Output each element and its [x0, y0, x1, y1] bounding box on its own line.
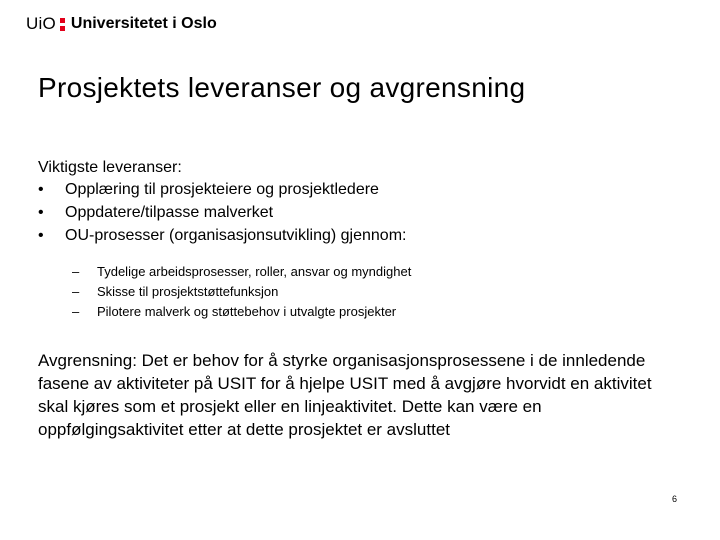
sub-list-item-text: Pilotere malverk og støttebehov i utvalgte prosjekter [97, 304, 397, 319]
dash-icon: – [72, 304, 80, 319]
list-item [38, 225, 688, 248]
slide-title: Prosjektets leveranser og avgrensning [38, 72, 526, 103]
dash-icon: – [72, 264, 80, 279]
deliverables-heading: Viktigste leveranser: [38, 159, 182, 176]
list-item-text: OU-prosesser (organisasjonsutvikling) gjennom: [65, 227, 407, 244]
bullet-icon: • [38, 227, 44, 244]
logo-colon-icon [60, 16, 65, 32]
uio-logo [26, 13, 217, 35]
slide-body [38, 157, 688, 322]
logo-name: Universitetet i Oslo [70, 15, 217, 32]
list-item-text: Opplæring til prosjekteiere og prosjektledere [65, 181, 379, 198]
deliverables-list [38, 179, 688, 248]
sub-list-item [72, 262, 688, 282]
sub-list-item [72, 302, 688, 322]
list-item [38, 179, 688, 202]
sub-list-item-text: Skisse til prosjektstøttefunksjon [97, 284, 279, 299]
sub-list-item-text: Tydelige arbeidsprosesser, roller, ansvar og myndighet [97, 264, 412, 279]
scope-paragraph: Avgrensning: Det er behov for å styrke organisasjonsprosessene i de innledende fasene av aktiviteter på USIT for å hjelpe USIT med å avgjøre hvorvidt en aktivitet skal kjøres som et prosjekt eller en linjeaktivitet. Dette kan være en oppfølgingsaktivitet etter at dette prosjektet er avsluttet [38, 351, 652, 439]
ou-process-list [72, 262, 688, 322]
logo-prefix: UiO [26, 14, 56, 33]
page-number: 6 [672, 494, 678, 504]
list-item [38, 202, 688, 225]
bullet-icon: • [38, 204, 44, 221]
sub-list-item [72, 282, 688, 302]
dash-icon: – [72, 284, 80, 299]
list-item-text: Oppdatere/tilpasse malverket [65, 204, 274, 221]
bullet-icon: • [38, 181, 44, 198]
